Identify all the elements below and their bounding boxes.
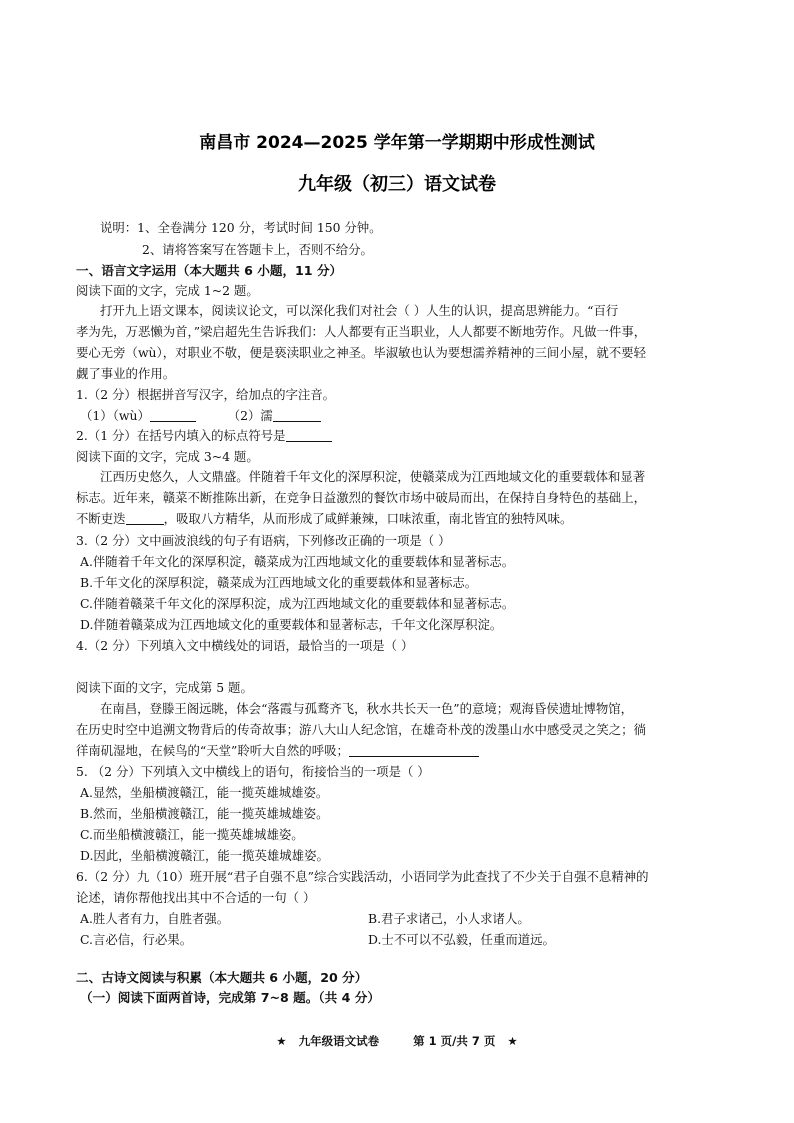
- section-2-sub-1: （一）阅读下面两首诗，完成第 7~8 题。（共 4 分）: [80, 990, 380, 1005]
- page-footer: [0, 1033, 794, 1049]
- question-6-option-c: C.言必信，行必果。: [80, 932, 193, 947]
- passage-1-line-2: 孝为先，万恶懒为首，”梁启超先生告诉我们：人人都要有正当职业，人人都要不断地劳作。凡做一件事，: [76, 324, 647, 339]
- passage-3-line-2: 在历史时空中追溯文物背后的传奇故事；游八大山人纪念馆，在雄奇朴茂的泼墨山水中感受灵之笑之；徜: [76, 722, 646, 737]
- question-5-option-b: B.然而，坐船横渡赣江，能一揽英雄城雄姿。: [80, 806, 329, 821]
- question-1-item-a: （1）（wù）: [80, 408, 150, 423]
- question-3-option-d: D.伴随着赣菜成为江西地域文化的重要载体和显著标志，千年文化深厚积淀。: [80, 617, 503, 632]
- instruction-line-2: 2、请将答案写在答题卡上，否则不给分。: [142, 242, 373, 257]
- exam-subtitle: 九年级（初三）语文试卷: [298, 174, 496, 195]
- section-1-heading: 一、语言文字运用（本大题共 6 小题，11 分）: [76, 263, 343, 278]
- passage-1-intro: 阅读下面的文字，完成 1~2 题。: [76, 283, 259, 298]
- question-1-item-b: （2）濡: [227, 408, 273, 423]
- instruction-line-1: 说明：1、全卷满分 120 分，考试时间 150 分钟。: [100, 220, 382, 235]
- question-6-option-a: A.胜人者有力，自胜者强。: [80, 911, 230, 926]
- passage-1-line-1: 打开九上语文课本，阅读议论文，可以深化我们对社会（ ）人生的认识，提高思辨能力。“百行: [100, 303, 619, 318]
- star-icon: ★: [276, 1034, 287, 1048]
- question-1: 1.（2 分）根据拼音写汉字，给加点的字注音。: [76, 387, 336, 402]
- question-4: 4.（2 分）下列填入文中横线处的词语，最恰当的一项是（ ）: [76, 638, 414, 653]
- question-5: 5. （2 分）下列填入文中横线上的语句，衔接恰当的一项是（ ）: [76, 764, 430, 779]
- page-number: 第 1 页/共 7 页: [413, 1034, 496, 1048]
- star-icon: ★: [507, 1034, 518, 1048]
- footer-title: 九年级语文试卷: [298, 1034, 380, 1048]
- passage-3-line-3-text: 徉南矶湿地，在候鸟的“天堂”聆听大自然的呼吸；: [76, 743, 349, 758]
- passage-2-line-3-start: 不断吏迭: [76, 511, 126, 526]
- question-6-line-1: 6.（2 分）九（10）班开展“君子自强不息”综合实践活动，小语同学为此查找了不少关于自强不息精神的: [76, 869, 649, 884]
- question-6-option-d: D.士不可以不弘毅，任重而道远。: [368, 932, 555, 947]
- question-2-text: 2.（1 分）在括号内填入的标点符号是: [76, 428, 286, 443]
- answer-blank-1a[interactable]: [150, 409, 196, 422]
- question-6-line-2: 论述，请你帮他找出其中不合适的一句（ ）: [76, 890, 316, 905]
- passage-3-line-1: 在南昌，登滕王阁远眺，体会“落霞与孤鹜齐飞，秋水共长天一色”的意境；观海昏侯遗址博物馆，: [100, 701, 634, 716]
- passage-1-line-4: 觑了事业的作用。: [76, 366, 176, 381]
- passage-2-line-3-end: ，吸取八方精华，从而形成了咸鲜兼辣，口味浓重，南北皆宜的独特风味。: [163, 511, 573, 526]
- fill-in-blank-4[interactable]: [126, 512, 164, 525]
- question-6-option-b: B.君子求诸己，小人求诸人。: [368, 911, 530, 926]
- question-3-option-c: C.伴随着赣菜千年文化的深厚积淀，成为江西地域文化的重要载体和显著标志。: [80, 596, 515, 611]
- question-3-option-b: B.千年文化的深厚积淀，赣菜成为江西地域文化的重要载体和显著标志。: [80, 575, 478, 590]
- question-5-option-c: C.而坐船横渡赣江，能一揽英雄城雄姿。: [80, 827, 304, 842]
- passage-2-line-2: 标志。近年来，赣菜不断推陈出新，在竞争日益激烈的餐饮市场中破局而出，在保持自身特色的基础上，: [76, 490, 646, 505]
- question-5-option-a: A.显然，坐船横渡赣江，能一揽英雄城雄姿。: [80, 785, 329, 800]
- fill-in-blank-5[interactable]: [349, 744, 479, 757]
- passage-3-line-3: [76, 743, 721, 759]
- passage-1-line-3: 要心无旁（wù），对职业不敬，便是亵渎职业之神圣。毕淑敏也认为要想濡养精神的三间小屋，就不要轻: [76, 345, 646, 360]
- question-3: 3.（2 分）文中画波浪线的句子有语病，下列修改正确的一项是（ ）: [76, 533, 451, 548]
- question-6-options-row-1: [80, 911, 725, 927]
- question-6-options-row-2: [80, 932, 725, 948]
- exam-title: 南昌市 2024—2025 学年第一学期期中形成性测试: [199, 133, 595, 153]
- question-1-items: [80, 408, 725, 424]
- answer-blank-2[interactable]: [286, 429, 332, 442]
- section-2-heading: 二、古诗文阅读与积累（本大题共 6 小题，20 分）: [76, 970, 368, 985]
- passage-2-line-3: [76, 511, 721, 527]
- passage-3-intro: 阅读下面的文字，完成第 5 题。: [76, 680, 253, 695]
- answer-blank-1b[interactable]: [273, 409, 321, 422]
- passage-2-line-1: 江西历史悠久，人文鼎盛。伴随着千年文化的深厚积淀，使赣菜成为江西地域文化的重要载体和显著: [100, 469, 646, 484]
- question-3-option-a: A.伴随着千年文化的深厚积淀，赣菜成为江西地域文化的重要载体和显著标志。: [80, 554, 515, 569]
- passage-2-intro: 阅读下面的文字，完成 3~4 题。: [76, 449, 259, 464]
- question-2: [76, 428, 721, 444]
- question-5-option-d: D.因此，坐船横渡赣江，能一揽英雄城雄姿。: [80, 848, 329, 863]
